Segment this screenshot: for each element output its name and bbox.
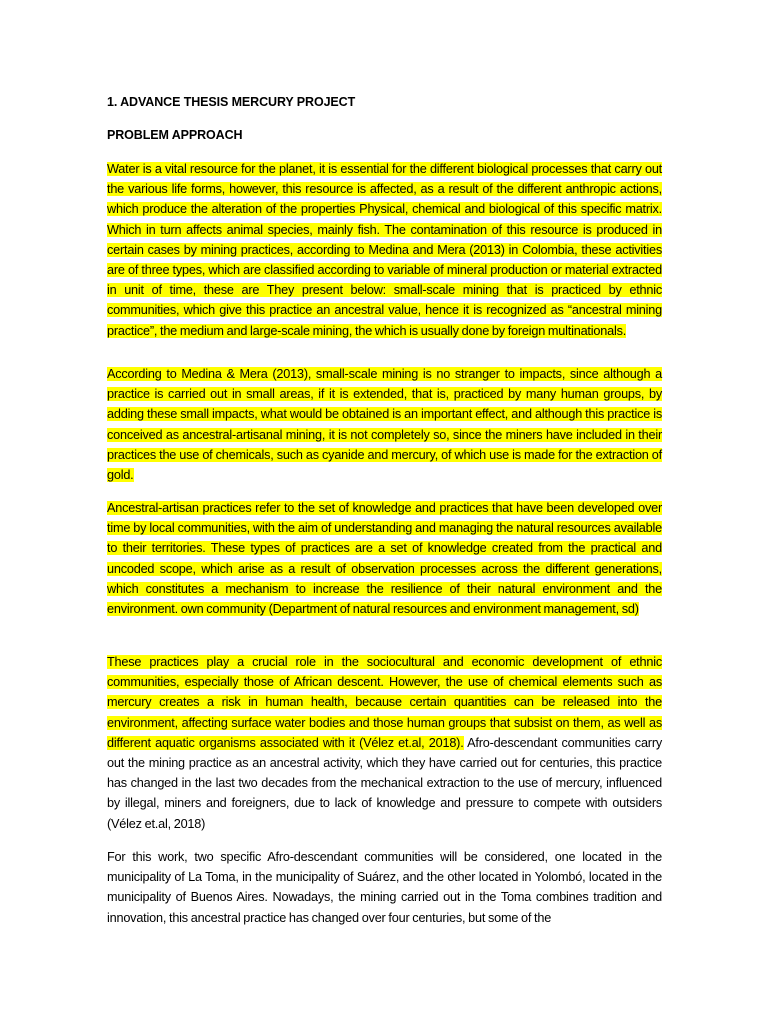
plain-text: For this work, two specific Afro-descendant communities will be considered, one located in the municipality of La Toma, in the municipality of Suárez, and the other located in Yolombó, located in the municipality of Buenos Aires. Nowadays, the mining carried out in the Toma combines tradition and innovation, this ancestral practice has changed over four centuries, but some of the <box>107 850 662 925</box>
document-title: 1. ADVANCE THESIS MERCURY PROJECT <box>107 95 356 109</box>
highlighted-text: Water is a vital resource for the planet, it is essential for the different biological processes that carry out the various life forms, however, this resource is affected, as a result of the different anthropic actions, which produce the alteration of the properties Physical, chemical and biological of this specific matrix. Which in turn affects animal species, mainly fish. The contamination of this resource is produced in certain cases by mining practices, according to Medina and Mera (2013) in Colombia, these activities are of three types, which are classified according to variable of mineral production or material extracted in unit of time, these are They present below: small-scale mining that is practiced by ethnic communities, which give this practice an ancestral value, hence it is recognized as “ancestral mining practice”, the medium and large-scale mining, the which is usually done by foreign multinationals. <box>107 162 662 338</box>
paragraph-3 <box>107 498 662 639</box>
highlighted-text: According to Medina & Mera (2013), small-scale mining is no stranger to impacts, since although a practice is carried out in small areas, if it is extended, that is, practiced by many human groups, by adding these small impacts, what would be obtained is an important effect, and although this practice is conceived as ancestral-artisanal mining, it is not completely so, since the miners have included in their practices the use of chemicals, such as cyanide and mercury, of which use is made for the extraction of gold. <box>107 367 662 483</box>
highlighted-text: These practices play a crucial role in the sociocultural and economic development of ethnic communities, especially those of African descent. However, the use of chemical elements such as mercury creates a risk in human health, because certain quantities can be released into the environment, affecting surface water bodies and those human groups that subsist on them, as well as different aquatic organisms associated with it (Vélez et.al, 2018). <box>107 655 662 750</box>
highlighted-text: Ancestral-artisan practices refer to the set of knowledge and practices that have been developed over time by local communities, with the aim of understanding and managing the natural resources available to their territories. These types of practices are a set of knowledge created from the practical and uncoded scope, which arise as a result of observation processes across the different generations, which constitutes a mechanism to increase the resilience of their natural environment and the environment. own community (Department of natural resources and environment management, sd) <box>107 501 662 617</box>
paragraph-4 <box>107 652 662 834</box>
paragraph-2 <box>107 364 662 485</box>
paragraph-1 <box>107 159 662 351</box>
plain-text: Afro-descendant communities carry out the mining practice as an ancestral activity, which they have carried out for centuries, this practice has changed in the last two decades from the mechanical extraction to the use of mercury, influenced by illegal, miners and foreigners, due to lack of knowledge and pressure to compete with outsiders (Vélez et.al, 2018) <box>107 735 662 831</box>
section-heading: PROBLEM APPROACH <box>107 128 243 142</box>
document-page <box>107 92 662 941</box>
paragraph-5 <box>107 847 662 928</box>
